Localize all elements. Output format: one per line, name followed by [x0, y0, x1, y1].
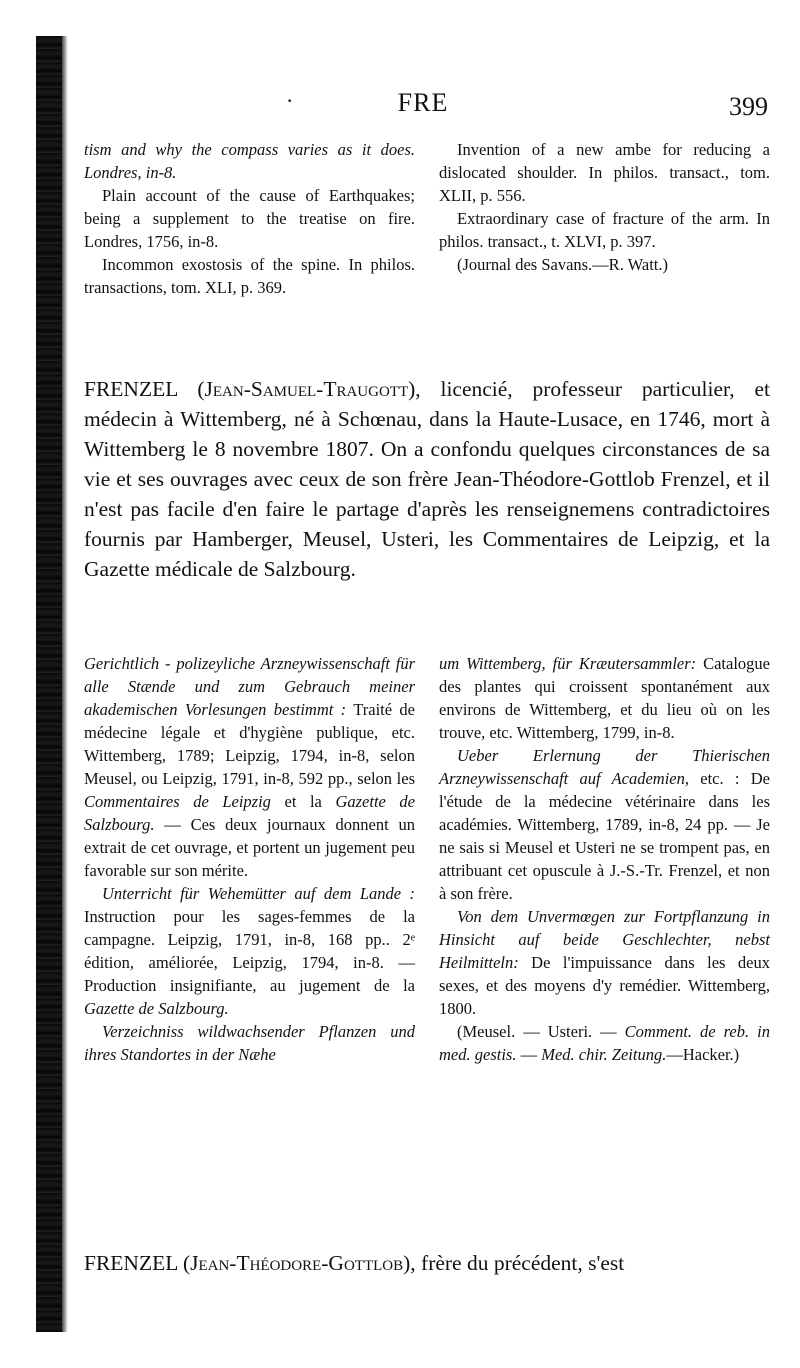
- work-verzeichniss: [84, 1020, 415, 1066]
- source-note-meusel: [439, 1020, 770, 1066]
- work-unterricht: [84, 882, 415, 1020]
- work-comment: — Ces deux journaux donnent un extrait de cet ouvrage, et portent un jugement peu favorable sur son mérite.: [84, 815, 415, 880]
- source-text: (Meusel. — Usteri. —: [457, 1022, 625, 1041]
- work-ref: Commentaires de Leipzig: [84, 792, 271, 811]
- work-title: Von dem Unvermœgen zur Fortpflanzung in Hinsicht auf beide Geschlechter, nebst Heilmitteln:: [439, 907, 770, 972]
- work-ref: Gazette de Salzbourg.: [84, 999, 229, 1018]
- work-title: um Wittemberg, für Kræutersammler:: [439, 654, 697, 673]
- entry-frenzel-theodore: FRENZEL (Jean-Théodore-Gottlob), frère du précédent, s'est: [84, 1251, 625, 1275]
- bibliography-right-column: [439, 652, 770, 1066]
- work-description: De l'impuissance dans les deux sexes, et des moyens d'y remédier. Wittemberg, 1800.: [439, 953, 770, 1018]
- entry-text: , frère du précédent, s'est: [410, 1251, 625, 1275]
- bibliography-left-column: [84, 652, 415, 1066]
- page-header: [78, 88, 768, 128]
- citation-shoulder: Invention of a new ambe for reducing a dislocated shoulder. In philos. transact., tom. XLII, p. 556.: [439, 140, 770, 205]
- citation-earthquakes: Plain account of the cause of Earthquakes; being a supplement to the treatise on fire. Londres, 1756, in-8.: [84, 186, 415, 251]
- bibliography-columns: [84, 652, 770, 1066]
- citation-exostosis: Incommon exostosis of the spine. In philos. transactions, tom. XLI, p. 369.: [84, 255, 415, 297]
- entry-frenzel-samuel: FRENZEL (Jean-Samuel-Traugott), licencié, professeur particulier, et médecin à Wittemberg, né à Schœnau, dans la Haute-Lusace, en 1746, mort à Wittemberg le 8 novembre 1807. On a confondu quelques circonstances de sa vie et ses ouvrages avec ceux de son frère Jean-Théodore-Gottlob Frenzel, et il n'est pas facile d'en faire le partage d'après les renseignemens contradictoires fournis par Hamberger, Meusel, Usteri, les Commentaires de Leipzig, et la Gazette médicale de Salzbourg.: [84, 377, 770, 581]
- work-title: Unterricht für Wehemütter auf dem Lande :: [102, 884, 415, 903]
- work-title: Verzeichniss wildwachsender Pflanzen und ihres Standortes in der Næhe: [84, 1022, 415, 1064]
- running-head: FRE: [397, 88, 449, 117]
- entry-name: FRENZEL: [84, 377, 178, 401]
- work-title: Ueber Erlernung der Thierischen Arzneywissenschaft auf Academien,: [439, 746, 770, 788]
- work-description: Instruction pour les sages-femmes de la campagne. Leipzig, 1791, in-8, 168 pp.. 2ᵉ édition, améliorée, Leipzig, 1794, in-8. — Production insignifiante, au jugement de la: [84, 907, 415, 995]
- source-text: —: [516, 1045, 542, 1064]
- work-ref: Gazette de Salzbourg.: [84, 792, 415, 834]
- entry-given-names: Jean-Théodore-Gottlob: [190, 1251, 404, 1275]
- page-number: 399: [729, 92, 768, 121]
- source-ref: Med. chir. Zeitung.: [541, 1045, 667, 1064]
- work-description: etc. : De l'étude de la médecine vétérinaire dans les académies. Wittemberg, 1789, in-8, 24 pp. — Je ne sais si Meusel et Usteri ne se trompent pas, en attribuant cet opuscule à J.-S.-Tr. Frenzel, et non à son frère.: [439, 769, 770, 903]
- book-spine-shadow: [36, 36, 62, 1332]
- citation-compass: tism and why the compass varies as it does. Londres, in-8.: [84, 140, 415, 182]
- work-description: Traité de médecine légale et d'hygiène publique, etc. Wittemberg, 1789; Leipzig, 1794, in-8, selon Meusel, ou Leipzig, 1791, in-8, 592 pp., selon les: [84, 700, 415, 788]
- work-text: et la: [270, 792, 336, 811]
- work-gerichtlich: [84, 652, 415, 882]
- work-verzeichniss-cont: [439, 652, 770, 744]
- top-right-column: [439, 138, 770, 299]
- top-columns: [84, 138, 770, 299]
- work-von-dem-unvermoegen: [439, 905, 770, 1020]
- citation-fracture: Extraordinary case of fracture of the arm. In philos. transact., t. XLVI, p. 397.: [439, 209, 770, 251]
- source-text: —Hacker.): [666, 1045, 740, 1064]
- source-ref: Comment. de reb. in med. gestis.: [439, 1022, 770, 1064]
- entry-text: licencié, professeur particulier, et médecin à Wittemberg, né à Schœnau, dans la Haute-Lusace, en 1746, mort à Wittemberg le 8 novembre 1807. On a confondu quelques circonstances de sa vie et ses ouvrages avec ceux de son frère Jean-Théodore-Gottlob Frenzel, et il n'est pas facile d'en faire le partage d'après les renseignemens contradictoires fournis par Hamberger, Meusel, Usteri, les Commentaires de Leipzig, et la Gazette médicale de Salzbourg.: [84, 377, 770, 581]
- header-dot: ·: [286, 88, 294, 113]
- work-ueber-erlernung: [439, 744, 770, 905]
- source-note-watt: (Journal des Savans.—R. Watt.): [457, 255, 669, 274]
- entry-name: FRENZEL: [84, 1251, 178, 1275]
- top-left-column: [84, 138, 415, 299]
- work-description: Catalogue des plantes qui croissent spontanément aux environs de Wittemberg, et du lieu où on les trouve, etc. Wittemberg, 1799, in-8.: [439, 654, 770, 742]
- work-title: Gerichtlich - polizeyliche Arzneywissenschaft für alle Stænde und zum Gebrauch meiner akademischen Vorlesungen bestimmt :: [84, 654, 415, 719]
- entry-given-names: Jean-Samuel-Traugott: [204, 377, 409, 401]
- page-gutter: [62, 36, 68, 1332]
